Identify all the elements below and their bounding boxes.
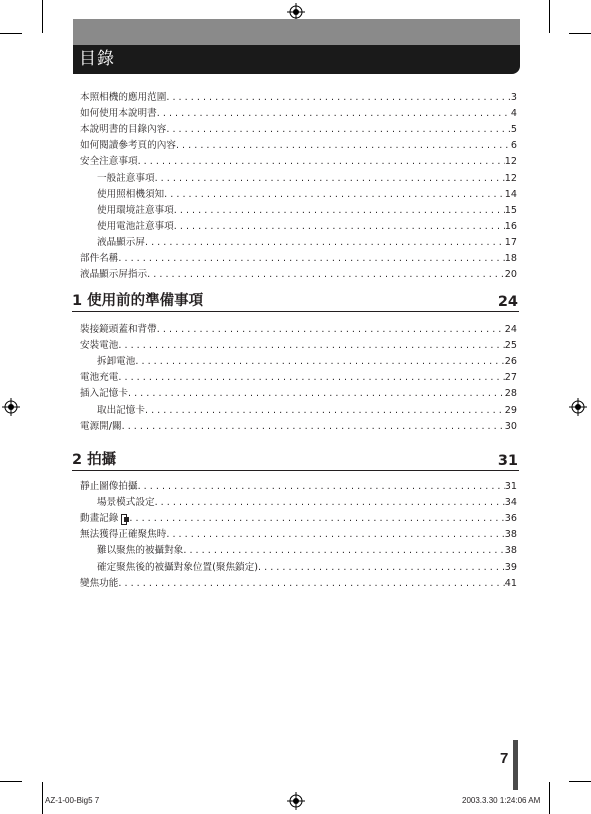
toc-entry-label: 裝接鏡頭蓋和背帶 — [80, 324, 157, 335]
toc-leader-dots — [138, 481, 505, 493]
toc-entry-page: 5 — [510, 124, 517, 136]
toc-leader-dots — [118, 340, 504, 352]
toc-entry-label: 變焦功能 — [80, 577, 119, 589]
toc-entry-page: 41 — [504, 577, 517, 589]
crop-mark-bottom-left-h — [0, 781, 22, 782]
toc-entry-label: 無法獲得正確聚焦時 — [80, 529, 167, 541]
chapter-rule — [72, 311, 519, 312]
toc-entry[interactable] — [80, 386, 517, 400]
toc-entry-label: 靜止圖像拍攝 — [80, 481, 138, 492]
toc-leader-dots — [183, 545, 504, 557]
toc-entry-page: 17 — [504, 236, 517, 248]
toc-entry-page: 6 — [510, 140, 517, 152]
toc-entry[interactable] — [80, 267, 517, 281]
toc-entry-label: 難以聚焦的被攝對象 — [97, 545, 184, 557]
toc-entry-label: 插入記憶卡 — [80, 388, 128, 400]
toc-leader-dots — [145, 237, 505, 249]
registration-mark-icon — [287, 792, 305, 810]
toc-leader-dots — [174, 205, 505, 217]
page-title: 目錄 — [79, 49, 115, 69]
toc-leader-dots — [129, 513, 504, 525]
toc-entry[interactable] — [80, 122, 517, 136]
chapter-2-heading[interactable] — [72, 451, 519, 471]
toc-entry[interactable] — [80, 322, 517, 336]
toc-entry[interactable] — [97, 354, 517, 368]
toc-entry-page: 26 — [504, 356, 517, 368]
toc-entry-page: 28 — [504, 388, 517, 400]
toc-entry-label: 電池充電 — [80, 372, 119, 384]
toc-entry-page: 18 — [504, 253, 517, 264]
toc-entry-label: 安全注意事項 — [80, 156, 138, 168]
crop-mark-top-right-h — [569, 33, 591, 34]
crop-mark-top-left-v — [42, 0, 43, 33]
toc-entry[interactable] — [97, 403, 517, 417]
page-number: 7 — [500, 750, 509, 767]
toc-entry[interactable] — [80, 90, 517, 104]
toc-leader-dots — [118, 578, 504, 590]
toc-leader-dots — [174, 221, 505, 233]
chapter-title: 1 使用前的準備事項 — [72, 293, 204, 309]
toc-leader-dots — [135, 356, 504, 368]
crop-mark-bottom-right-h — [569, 781, 591, 782]
toc-entry-label: 液晶顯示屏指示 — [80, 269, 148, 281]
toc-leader-dots — [157, 108, 511, 120]
registration-mark-icon — [2, 398, 20, 416]
chapter-page: 24 — [497, 294, 518, 310]
toc-entry-label: 確定聚焦後的被攝對象位置(聚焦鎖定) — [97, 561, 258, 573]
toc-entry[interactable] — [80, 370, 517, 384]
toc-entry-label: 一般註意事項 — [97, 172, 155, 184]
toc-entry[interactable] — [97, 543, 517, 557]
toc-entry-page: 3 — [510, 92, 517, 103]
toc-leader-dots — [166, 92, 511, 104]
toc-entry-label: 取出記憶卡 — [97, 404, 145, 416]
toc-entry-page: 14 — [504, 188, 517, 200]
toc-entry-label: 安裝電池 — [80, 340, 119, 352]
toc-leader-dots — [145, 405, 505, 417]
toc-entry-page: 27 — [504, 372, 517, 384]
page-number-bar — [513, 740, 518, 790]
footer-right: 2003.3.30 1:24:06 AM — [462, 796, 541, 805]
toc-entry-label: 動畫記錄 — [80, 513, 119, 525]
toc-entry[interactable] — [97, 495, 517, 509]
toc-entry-page: 4 — [510, 108, 517, 120]
toc-entry-page: 29 — [504, 404, 517, 416]
toc-entry-page: 31 — [504, 481, 517, 492]
movie-mode-icon — [121, 514, 127, 525]
toc-leader-dots — [147, 269, 505, 281]
toc-entry-label: 使用電池註意事項 — [97, 220, 174, 232]
toc-leader-dots — [118, 253, 504, 265]
toc-entry-label: 本照相機的應用范圍 — [80, 92, 167, 103]
toc-leader-dots — [176, 140, 511, 152]
toc-entry-label: 電源開/關 — [80, 420, 122, 432]
toc-leader-dots — [128, 388, 505, 400]
toc-entry-page: 16 — [504, 220, 517, 232]
toc-leader-dots — [157, 324, 505, 336]
toc-entry[interactable] — [97, 187, 517, 201]
chapter-rule — [72, 470, 519, 471]
toc-entry-page: 36 — [504, 513, 517, 525]
toc-entry[interactable] — [80, 511, 517, 525]
toc-entry-page: 12 — [504, 172, 517, 184]
toc-entry[interactable] — [80, 154, 517, 168]
toc-entry-page: 15 — [504, 204, 517, 216]
toc-entry-label: 場景模式設定 — [97, 497, 155, 509]
toc-entry-page: 20 — [504, 269, 517, 281]
toc-entry-label: 部件名稱 — [80, 253, 119, 264]
toc-entry-label: 本說明書的目錄內容 — [80, 124, 167, 136]
toc-entry-label: 使用照相機須知 — [97, 188, 165, 200]
crop-mark-top-left-h — [0, 33, 22, 34]
chapter-page: 31 — [497, 453, 518, 469]
toc-entry[interactable] — [80, 106, 517, 120]
toc-entry-label: 如何使用本說明書 — [80, 108, 157, 120]
toc-leader-dots — [166, 529, 504, 541]
toc-entry[interactable] — [97, 219, 517, 233]
toc-entry-label: 如何閱讀參考頁的內容 — [80, 140, 176, 152]
toc-leader-dots — [155, 173, 505, 185]
toc-entry-label: 拆卸電池 — [97, 356, 136, 368]
toc-entry[interactable] — [97, 203, 517, 217]
toc-entry[interactable] — [97, 171, 517, 185]
toc-entry-page: 12 — [504, 156, 517, 168]
toc-entry-page: 34 — [504, 497, 517, 509]
toc-entry[interactable] — [80, 251, 517, 265]
toc-entry[interactable] — [80, 138, 517, 152]
toc-leader-dots — [122, 421, 505, 433]
toc-leader-dots — [138, 156, 505, 168]
toc-leader-dots — [258, 562, 505, 574]
toc-entry-page: 30 — [504, 420, 517, 432]
chapter-1-heading[interactable] — [72, 292, 519, 312]
registration-mark-icon — [569, 398, 587, 416]
crop-mark-bottom-right-v — [549, 782, 550, 814]
toc-entry[interactable] — [80, 576, 517, 590]
header-banner — [73, 19, 520, 74]
toc-entry[interactable] — [80, 338, 517, 352]
banner-bottom-band — [73, 45, 520, 74]
banner-top-band — [73, 19, 520, 45]
footer-left: AZ-1-00-Big5 7 — [45, 796, 100, 805]
crop-mark-bottom-left-v — [42, 782, 43, 814]
crop-mark-top-right-v — [549, 0, 550, 33]
toc-entry[interactable] — [80, 527, 517, 541]
toc-entry-page: 38 — [504, 545, 517, 557]
chapter-title: 2 拍攝 — [72, 452, 117, 468]
toc-leader-dots — [166, 124, 511, 136]
toc-entry-page: 38 — [504, 529, 517, 541]
toc-leader-dots — [164, 189, 505, 201]
toc-leader-dots — [155, 497, 505, 509]
toc-entry[interactable] — [80, 419, 517, 433]
toc-entry-page: 39 — [504, 561, 517, 573]
toc-entry-label: 使用環境註意事項 — [97, 204, 174, 216]
toc-entry-page: 25 — [504, 340, 517, 352]
toc-leader-dots — [118, 372, 504, 384]
toc-entry-label: 液晶顯示屏 — [97, 236, 145, 248]
toc-entry-page: 24 — [504, 324, 517, 335]
toc-entry[interactable] — [97, 560, 517, 574]
toc-entry[interactable] — [97, 235, 517, 249]
toc-entry[interactable] — [80, 479, 517, 493]
